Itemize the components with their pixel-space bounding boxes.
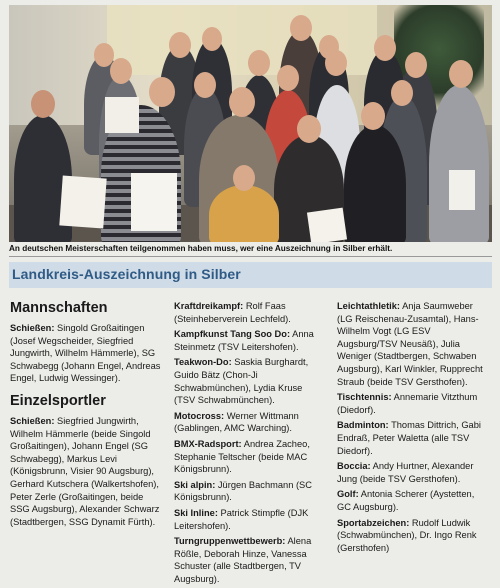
person-head [449,60,473,88]
entry [174,438,324,476]
person-head [229,87,255,117]
article-headline: Landkreis-Auszeichnung in Silber [12,266,241,282]
person [344,125,406,242]
entry-label: Leichtathletik: [337,301,401,311]
person [209,185,279,242]
entry [174,356,324,406]
entry-label: Badminton: [337,420,389,431]
certificate [59,176,106,229]
entry-label: Turngruppenwettbewerb: [174,536,286,547]
person-head [202,27,222,51]
person-head [31,90,55,118]
certificate [307,208,347,242]
group-photo [9,5,492,242]
entry-label: Ski Inline: [174,507,218,518]
person-head [233,165,255,191]
section-heading-einzelsportler: Einzelsportler [10,392,106,409]
entry-label: Ski alpin: [174,479,216,490]
entry-label: Kraftdreikampf: [174,301,244,311]
entry-text: Andy Hurtner, Alexander Jung (beide TSV Gersthofen). [337,461,474,484]
person-head [248,50,270,76]
entry-text: Andrea Zacheo, Stephanie Teltscher (beide MAC Königsbrunn). [174,438,310,475]
entry-text: Singold Großaitingen (Josef Wegscheider, Siegfried Jungwirth, Wilhelm Hämmerle), SG Schwabegg (Johann Engel, Andreas Engel, Ludwig Wessinger). [10,323,161,384]
entry-text: Anna Steinmetz (TSV Leitershofen). [174,329,314,352]
entry-label: BMX-Radsport: [174,438,242,449]
entry-label: Teakwon-Do: [174,357,232,368]
entry-label: Schießen: [10,415,55,426]
photo-caption: An deutschen Meisterschaften teilgenommen haben muss, wer eine Auszeichnung in Silber erhält. [9,244,393,253]
entry [174,328,324,353]
entry [174,535,324,585]
entry [337,300,490,388]
person-head [405,52,427,78]
entry-text: Antonia Scherer (Aystetten, GC Augsburg). [337,489,475,512]
entry-label: Boccia: [337,461,371,472]
entry [174,300,324,325]
person-head [149,77,175,107]
column-3 [337,300,490,557]
entry-text: Alena Rößle, Deborah Hinze, Vanessa Schuster (alle Stadtbergen, TV Augsburg). [174,536,312,584]
entry [174,507,324,532]
divider [9,256,492,257]
entry-label: Motocross: [174,410,225,421]
entry-text: Rolf Faas (Steinheberverein Lechfeld). [174,301,291,324]
entry-text: Saskia Burghardt, Guido Bätz (Chon-Ji Schwabmünchen), Lydia Kruse (TSV Schwabmünchen). [174,357,309,406]
entry-text: Anja Saumweber (LG Reischenau-Zusamtal), Hans-Wilhelm Vogt (LG ESV Augsburg/TSV Neusäß), Julia Weniger (Stadtbergen, Schwaben Augsburg), Karl Winkler, Rupprecht Straub (beide TSV Gersthofen). [337,301,483,387]
entry [337,488,490,513]
entry-label: Golf: [337,489,359,500]
person-head [290,15,312,41]
entry-label: Kampfkunst Tang Soo Do: [174,329,291,340]
certificate [449,170,475,210]
person-head [374,35,396,61]
person-head [361,102,385,130]
person-head [110,58,132,84]
entry-text: Thomas Dittrich, Gabi Endraß, Peter Waletta (alle TSV Diedorf). [337,420,481,456]
entry-text: Rudolf Ludwik (Schwabmünchen), Dr. Ingo Renk (Gersthofen) [337,517,477,553]
entry-text: Annemarie Vitzthum (Diedorf). [337,392,478,415]
certificate [105,97,139,133]
person-head [297,115,321,143]
entry-text: Siegfried Jungwirth, Wilhelm Hämmerle (beide Singold Großaitingen), Johann Engel (SG Schwabegg), Markus Levi (Königsbrunn, Visier 90 Augsburg), Gerhard Kutschera (Walkertshofen), Peter Zerle (Großaitingen, beide SSG Augsburg), Alexander Schwarz (Stadtbergen, SSG Dynamit Fürth). [10,415,160,527]
entry-label: Sportabzeichen: [337,517,410,528]
entry [337,391,490,416]
entry-text: Werner Wittmann (Gablingen, AMC Warching). [174,410,299,434]
entry [174,410,324,435]
person-head [277,65,299,91]
person [429,85,489,242]
entry-text: Jürgen Bachmann (SC Königsbrunn). [174,479,312,503]
certificate [131,173,177,231]
entry-label: Tischtennis: [337,392,392,403]
entry [337,460,490,485]
column-1 [10,300,162,531]
entry-text: Patrick Stimpfle (DJK Leitershofen). [174,507,309,531]
person-head [391,80,413,106]
person-head [325,50,347,76]
section-heading-mannschaften: Mannschaften [10,300,108,316]
column-2 [174,300,324,588]
article-headline-bar [9,262,492,288]
entry-label: Schießen: [10,323,55,333]
person-head [169,32,191,58]
person-head [194,72,216,98]
entry-schiessen-team [10,322,162,385]
entry [337,517,490,555]
entry [337,419,490,457]
entry [174,479,324,504]
entry-schiessen-einzel [10,415,162,528]
